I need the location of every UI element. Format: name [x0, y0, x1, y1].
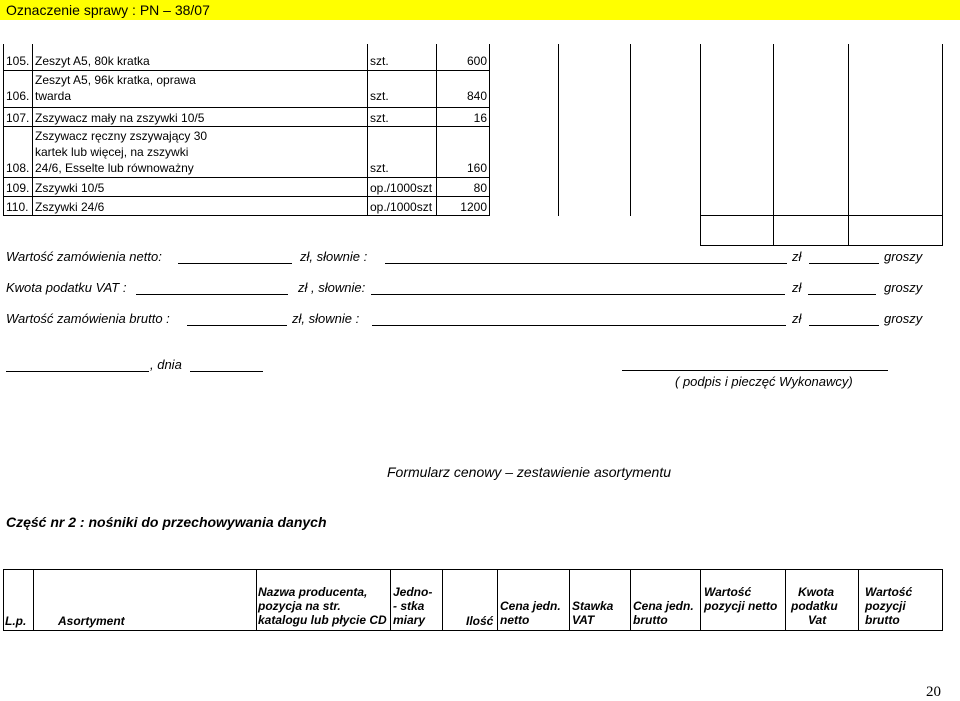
col-asortyment: Asortyment	[58, 614, 125, 628]
net-amount-field[interactable]	[178, 263, 292, 264]
row-qty: 160	[466, 161, 487, 175]
total-net-box[interactable]	[700, 215, 774, 246]
col-producer-line: Nazwa producenta,	[258, 585, 368, 599]
form-title: Formularz cenowy – zestawienie asortymentu	[387, 464, 672, 480]
row-name: Zszywki 10/5	[35, 181, 105, 195]
case-reference: Oznaczenie sprawy : PN – 38/07	[6, 2, 210, 18]
vat-zl: zł	[792, 280, 802, 295]
col-value-net-line: Wartość	[704, 585, 752, 599]
vat-zl-words: zł , słownie:	[298, 280, 366, 295]
gross-amount-field[interactable]	[187, 325, 287, 326]
signature-line	[622, 370, 888, 371]
row-qty: 840	[466, 89, 487, 103]
vat-label: Kwota podatku VAT :	[6, 280, 127, 295]
col-unit-price-net-line: netto	[500, 613, 530, 627]
row-qty: 16	[473, 111, 487, 125]
col-vat-rate-line: VAT	[572, 613, 595, 627]
items-table	[0, 44, 960, 216]
row-number: 109.	[6, 181, 30, 195]
row-qty: 80	[473, 181, 487, 195]
col-value-gross-line: brutto	[865, 613, 900, 627]
gross-groszy: groszy	[884, 311, 923, 326]
gross-zl-words: zł, słownie :	[292, 311, 360, 326]
net-zl-words: zł, słownie :	[300, 249, 368, 264]
date-field[interactable]	[190, 371, 263, 372]
row-unit: szt.	[370, 54, 389, 68]
net-groszy-field[interactable]	[809, 263, 879, 264]
place-field[interactable]	[6, 371, 149, 372]
date-label: , dnia	[150, 357, 182, 372]
row-name-line: Zeszyt A5, 96k kratka, oprawa	[35, 73, 196, 87]
col-value-net-line: pozycji netto	[704, 599, 778, 613]
row-unit: op./1000szt	[370, 181, 433, 195]
row-number: 107.	[6, 111, 30, 125]
net-label: Wartość zamówienia netto:	[6, 249, 162, 264]
row-name-line: Zszywacz ręczny zszywający 30	[35, 129, 208, 143]
row-name: Zeszyt A5, 80k kratka	[35, 54, 150, 68]
col-vat-amount-line: Kwota	[798, 585, 834, 599]
row-unit: szt.	[370, 89, 389, 103]
row-name-line: 24/6, Esselte lub równoważny	[35, 161, 194, 175]
gross-zl: zł	[792, 311, 802, 326]
row-unit: szt.	[370, 111, 389, 125]
col-unit-price-gross-line: Cena jedn.	[633, 599, 694, 613]
col-unit-price-net-line: Cena jedn.	[500, 599, 561, 613]
gross-words-field[interactable]	[372, 325, 786, 326]
row-name: Zszywacz mały na zszywki 10/5	[35, 111, 205, 125]
col-vat-rate-line: Stawka	[572, 599, 614, 613]
total-gross-box[interactable]	[848, 215, 943, 246]
col-unit-line: - stka	[393, 599, 425, 613]
vat-groszy-field[interactable]	[808, 294, 876, 295]
col-vat-amount-line: podatku	[791, 599, 838, 613]
net-groszy: groszy	[884, 249, 923, 264]
col-unit-price-gross-line: brutto	[633, 613, 668, 627]
col-qty: Ilość	[466, 614, 494, 628]
row-number: 108.	[6, 161, 30, 175]
row-name-line: kartek lub więcej, na zszywki	[35, 145, 189, 159]
col-unit-line: Jedno-	[393, 585, 433, 599]
row-qty: 600	[466, 54, 487, 68]
col-lp: L.p.	[5, 614, 27, 628]
col-vat-amount-line: Vat	[808, 613, 827, 627]
row-qty: 1200	[460, 200, 487, 214]
row-number: 105.	[6, 54, 30, 68]
case-reference-bar	[0, 0, 960, 20]
gross-label: Wartość zamówienia brutto :	[6, 311, 170, 326]
row-name: Zszywki 24/6	[35, 200, 105, 214]
vat-amount-field[interactable]	[136, 294, 288, 295]
gross-groszy-field[interactable]	[809, 325, 879, 326]
part-title: Część nr 2 : nośniki do przechowywania danych	[6, 514, 327, 530]
total-vat-box[interactable]	[773, 215, 849, 246]
net-words-field[interactable]	[385, 263, 787, 264]
signature-caption: ( podpis i pieczęć Wykonawcy)	[675, 374, 853, 389]
row-unit: op./1000szt	[370, 200, 433, 214]
row-unit: szt.	[370, 161, 389, 175]
col-value-gross-line: Wartość	[865, 585, 913, 599]
col-producer-line: katalogu lub płycie CD	[258, 613, 387, 627]
col-producer-line: pozycja na str.	[258, 599, 341, 613]
row-name-line: twarda	[35, 89, 72, 103]
vat-groszy: groszy	[884, 280, 923, 295]
row-number: 106.	[6, 89, 30, 103]
col-unit-line: miary	[393, 613, 426, 627]
net-zl: zł	[792, 249, 802, 264]
row-number: 110.	[6, 200, 29, 214]
vat-words-field[interactable]	[371, 294, 785, 295]
page-number: 20	[926, 684, 941, 700]
col-value-gross-line: pozycji	[865, 599, 906, 613]
price-form-header	[0, 569, 960, 631]
